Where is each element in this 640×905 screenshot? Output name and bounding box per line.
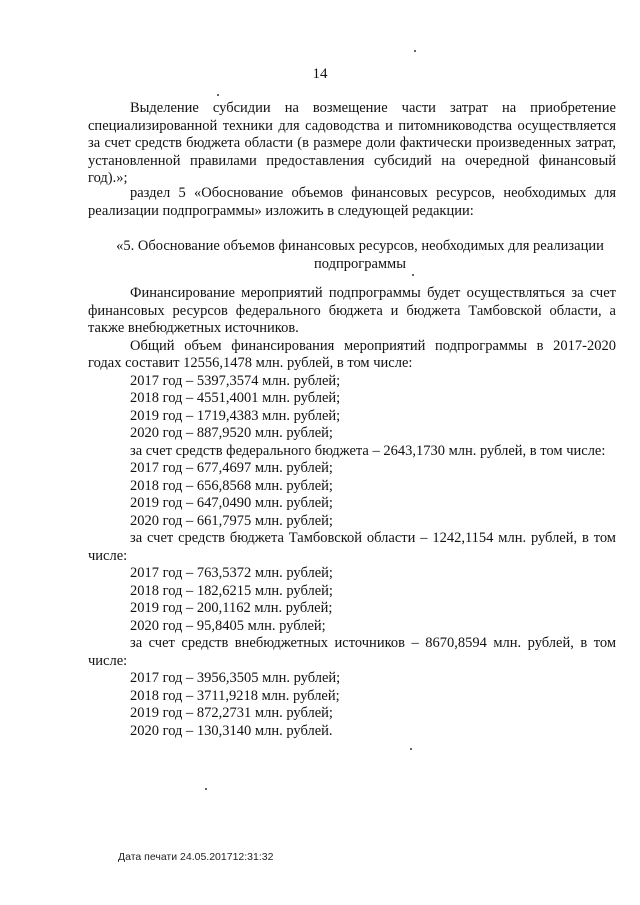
- list-item: 2017 год – 3956,3505 млн. рублей;: [130, 670, 341, 686]
- financing-intro: Финансирование мероприятий подпрограммы будет осуществляться за счет финансовых ресурсов федерального бюджета и бюджета Тамбовской области, а также внебюджетных источников.: [88, 285, 616, 336]
- page-number: 14: [312, 66, 328, 82]
- section-heading: «5. Обоснование объемов финансовых ресурсов, необходимых для реализации подпрограммы: [116, 238, 604, 272]
- regional-years-list: [88, 565, 616, 635]
- list-item: 2019 год – 872,2731 млн. рублей;: [130, 705, 333, 721]
- scan-speck: [412, 274, 414, 276]
- scan-speck: [217, 94, 219, 96]
- list-item: 2018 год – 4551,4001 млн. рублей;: [130, 390, 341, 406]
- list-item: 2019 год – 647,0490 млн. рублей;: [130, 495, 333, 511]
- list-item: 2020 год – 95,8405 млн. рублей;: [130, 617, 326, 634]
- list-item: 2020 год – 887,9520 млн. рублей;: [130, 425, 333, 441]
- list-item: 2018 год – 3711,9218 млн. рублей;: [130, 687, 340, 704]
- list-item: 2017 год – 5397,3574 млн. рублей;: [130, 372, 341, 389]
- regional-financing-text: за счет средств бюджета Тамбовской области – 1242,1154 млн. рублей, в том числе:: [88, 530, 616, 564]
- scan-speck: [410, 748, 412, 750]
- scan-speck: [414, 50, 416, 52]
- list-item: 2020 год – 661,7975 млн. рублей;: [130, 512, 333, 529]
- list-item: 2018 год – 656,8568 млн. рублей;: [130, 477, 333, 494]
- list-item: 2019 год – 200,1162 млн. рублей;: [130, 600, 333, 616]
- federal-financing-text: за счет средств федерального бюджета – 2643,1730 млн. рублей, в том числе:: [130, 442, 606, 459]
- list-item: 2020 год – 130,3140 млн. рублей.: [130, 722, 333, 739]
- section-instruction-paragraph: раздел 5 «Обоснование объемов финансовых ресурсов, необходимых для реализации подпрограммы» изложить в следующей редакции:: [88, 185, 616, 219]
- print-date: Дата печати 24.05.201712:31:32: [118, 851, 274, 863]
- total-years-list: [88, 373, 616, 443]
- subsidy-paragraph: Выделение субсидии на возмещение части затрат на приобретение специализированной техники для садоводства и питомниководства осуществляется за счет средств бюджета области (в размере доли фактически произведенных затрат, установленной правилами предоставления субсидий на очередной финансовый год).»;: [88, 100, 616, 186]
- intro-paragraph: [88, 100, 616, 188]
- list-item: 2018 год – 182,6215 млн. рублей;: [130, 582, 333, 599]
- total-financing-text: Общий объем финансирования мероприятий подпрограммы в 2017-2020 годах составит 12556,1478 млн. рублей, в том числе:: [88, 337, 616, 371]
- financing-body: [88, 285, 616, 740]
- extrabudgetary-financing-text: за счет средств внебюджетных источников – 8670,8594 млн. рублей, в том числе:: [88, 635, 616, 669]
- list-item: 2017 год – 763,5372 млн. рублей;: [130, 565, 333, 581]
- section-instruction: [88, 185, 616, 220]
- scan-speck: [205, 788, 207, 790]
- extrabudgetary-years-list: [88, 670, 616, 740]
- list-item: 2019 год – 1719,4383 млн. рублей;: [130, 407, 341, 424]
- list-item: 2017 год – 677,4697 млн. рублей;: [130, 460, 333, 476]
- federal-years-list: [88, 460, 616, 530]
